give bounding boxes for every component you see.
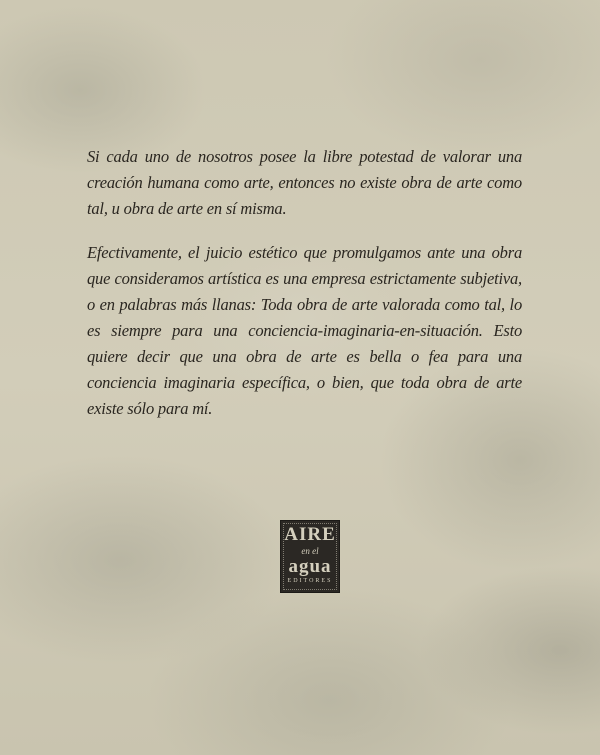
logo-frame — [283, 523, 337, 590]
logo-line-4: EDITORES — [287, 578, 333, 584]
publisher-logo — [280, 520, 340, 593]
logo-line-2: en el — [301, 546, 319, 556]
paragraph-1: Si cada uno de nosotros posee la libre potestad de valorar una creación humana como arte, entonces no existe obra de arte como tal, u obra de arte en sí misma. — [87, 147, 522, 218]
logo-line-3: agua — [288, 556, 332, 577]
logo-line-1: AIRE — [284, 524, 336, 545]
paragraph-2: Efectivamente, el juicio estético que promulgamos ante una obra que consideramos artística es una empresa estrictamente subjetiva, o en palabras más llanas: Toda obra de arte valorada como tal, lo es siempre para una conciencia-imaginaria-en-situación. Esto quiere decir que una obra de arte es bella o fea para una conciencia imaginaria específica, o bien, que toda obra de arte existe sólo para mí. — [87, 243, 522, 418]
